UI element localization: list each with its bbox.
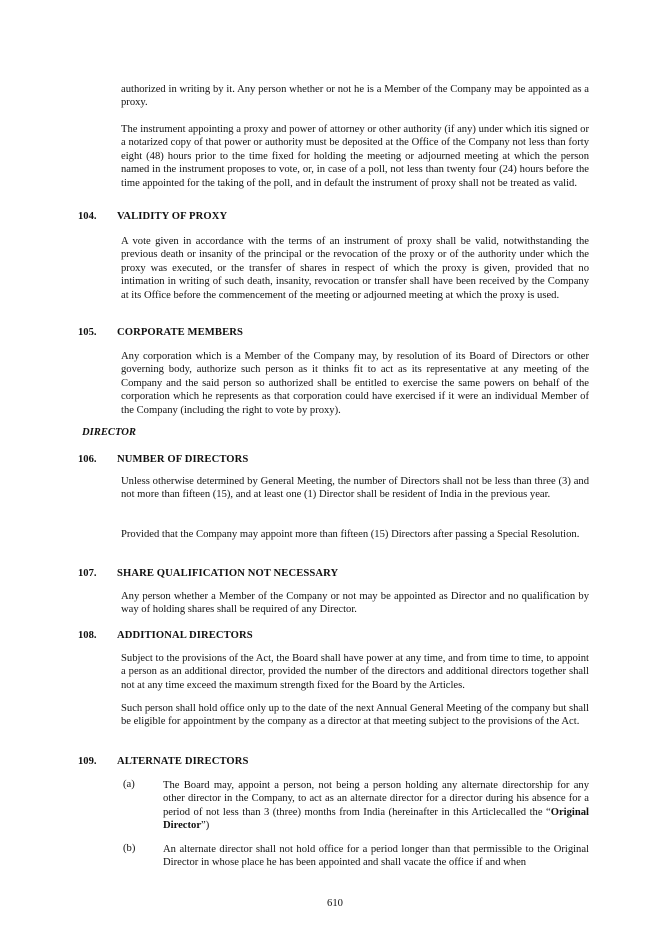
section-108-text-1: Subject to the provisions of the Act, the Board shall have power at any time, and from time to time, to appoint a person as an additional director, provided the number of the directors and additional directors together shall not at any time exceed the maximum strength fixed for the Board by the Articles. (121, 653, 589, 691)
section-109-item-b-label: (b) (123, 843, 136, 854)
section-105-heading: CORPORATE MEMBERS (117, 327, 243, 338)
section-105-number: 105. (78, 327, 97, 338)
page-number: 610 (327, 898, 343, 909)
original-director-term: Original Director (163, 806, 589, 832)
part-heading-director: DIRECTOR (82, 427, 136, 438)
section-105-text: Any corporation which is a Member of the Company may, by resolution of its Board of Directors or other governing body, authorize such person as it thinks fit to act as its representative at any meeting of the Company and the said person so authorized shall be entitled to exercise the same powers on behalf of the corporation which he represents as that corporation could have exercised if it were an individual Member of the Company (including the right to vote by proxy). (121, 351, 589, 416)
section-104-number: 104. (78, 211, 97, 222)
section-109-number: 109. (78, 756, 97, 767)
section-106-text-2: Provided that the Company may appoint more than fifteen (15) Directors after passing a Special Resolution. (121, 529, 580, 540)
section-104-heading: VALIDITY OF PROXY (117, 211, 228, 222)
section-109-heading: ALTERNATE DIRECTORS (117, 756, 249, 767)
section-109-item-a-label: (a) (123, 779, 135, 790)
section-106-heading: NUMBER OF DIRECTORS (117, 454, 249, 465)
section-108-heading: ADDITIONAL DIRECTORS (117, 630, 253, 641)
continuation-paragraph-2: The instrument appointing a proxy and power of attorney or other authority (if any) under which itis signed or a notarized copy of that power or authority must be deposited at the Office of the Company not less than forty eight (48) hours prior to the time fixed for holding the meeting or adjourned meeting at which the person named in the instrument proposes to vote, or, in case of a poll, not less than twenty four (24) hours before the time appointed for the taking of the poll, and in default the instrument of proxy shall not be treated as valid. (121, 124, 589, 189)
continuation-paragraph-1: authorized in writing by it. Any person whether or not he is a Member of the Company may be appointed as a proxy. (121, 84, 589, 109)
section-107-number: 107. (78, 568, 97, 579)
section-108-number: 108. (78, 630, 97, 641)
item-a-text-start: The Board may, appoint a person, not being a person holding any alternate directorship for any other director in the Company, to act as an alternate director for a director during his absence for a period of not less than 3 (three) months from India (hereinafter in this Articlecalled the “ (163, 780, 589, 818)
section-106-number: 106. (78, 454, 97, 465)
section-107-text: Any person whether a Member of the Company or not may be appointed as Director and no qualification by way of holding shares shall be required of any Director. (121, 591, 589, 616)
section-109-item-b-text: An alternate director shall not hold office for a period longer than that permissible to the Original Director in whose place he has been appointed and shall vacate the office if and when (163, 844, 589, 869)
section-104-text: A vote given in accordance with the terms of an instrument of proxy shall be valid, notwithstanding the previous death or insanity of the principal or the revocation of the proxy or of the authority under which the proxy was executed, or the transfer of shares in respect of which the proxy is given, provided that no intimation in writing of such death, insanity, revocation or transfer shall have been received by the Company at its Office before the commencement of the meeting or adjourned meeting at which the proxy is used. (121, 236, 589, 301)
section-108-text-2: Such person shall hold office only up to the date of the next Annual General Meeting of the company but shall be eligible for appointment by the company as a director at that meeting subject to the provisions of the Act. (121, 703, 589, 728)
section-107-heading: SHARE QUALIFICATION NOT NECESSARY (117, 568, 339, 579)
item-a-text-end: ”) (201, 820, 210, 832)
section-109-item-a-text (163, 779, 589, 833)
section-106-text-1: Unless otherwise determined by General Meeting, the number of Directors shall not be less than three (3) and not more than fifteen (15), and at least one (1) Director shall be resident of India in the previous year. (121, 476, 589, 501)
